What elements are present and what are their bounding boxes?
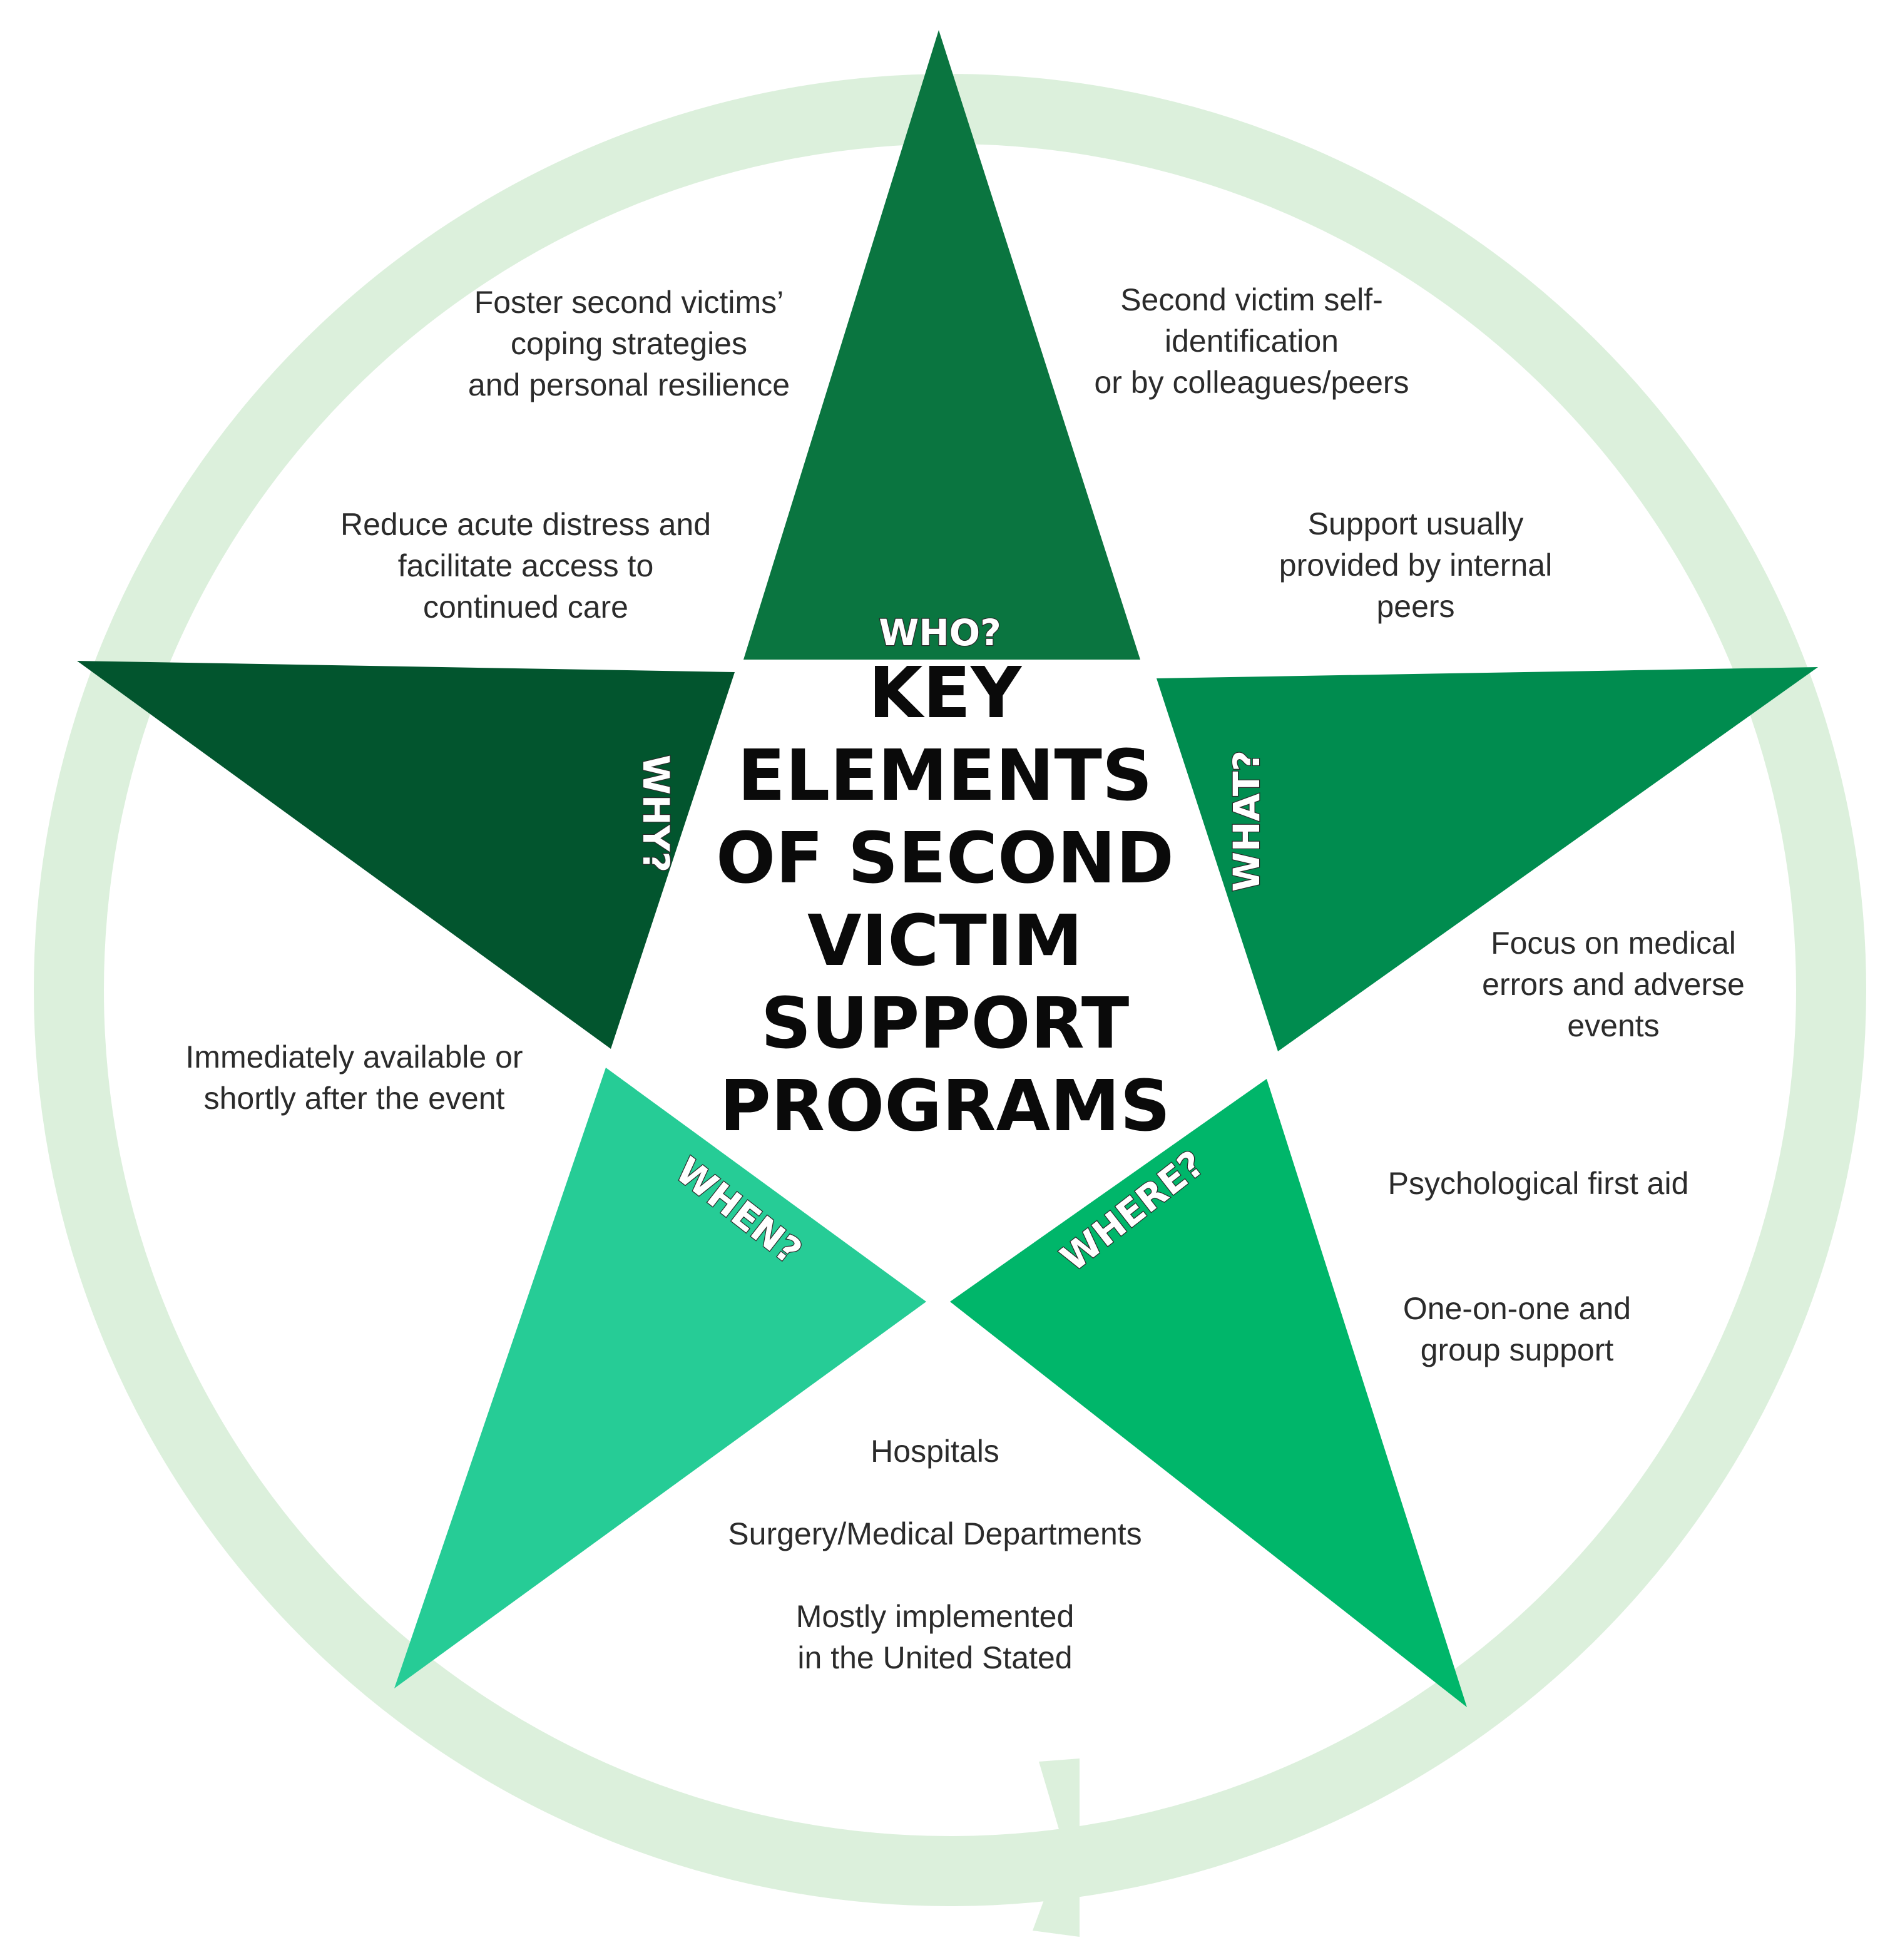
- note-immediately-line: Immediately available or: [185, 1039, 523, 1074]
- center-title-line: VICTIM: [807, 901, 1083, 982]
- note-distress-line: continued care: [422, 590, 629, 625]
- when-label: WHEN?: [668, 1149, 810, 1273]
- note-coping-line: and personal resilience: [467, 367, 790, 402]
- when-arm: [394, 1068, 926, 1688]
- note-peers-line: peers: [1376, 589, 1455, 624]
- note-self-identification-line: identification: [1165, 324, 1339, 359]
- note-focus: [1482, 926, 1745, 1043]
- who-label: WHO?: [879, 611, 1001, 655]
- center-title-line: OF SECOND: [716, 818, 1174, 899]
- note-distress: [340, 507, 711, 625]
- where-label: WHERE?: [1053, 1142, 1212, 1280]
- note-one-on-one: [1403, 1291, 1631, 1367]
- note-focus-line: errors and adverse: [1482, 967, 1745, 1002]
- note-coping-line: Foster second victims’: [474, 285, 784, 320]
- note-hospitals-line: Hospitals: [871, 1434, 999, 1469]
- note-immediately-line: shortly after the event: [203, 1081, 505, 1116]
- center-title-line: PROGRAMS: [719, 1066, 1171, 1147]
- note-first-aid-line: Psychological first aid: [1387, 1166, 1689, 1201]
- why-label: WHY?: [634, 754, 677, 873]
- note-peers: [1279, 506, 1552, 624]
- center-title-line: ELEMENTS: [737, 735, 1153, 817]
- center-title-line: SUPPORT: [760, 983, 1130, 1064]
- note-one-on-one-line: One-on-one and: [1402, 1291, 1632, 1326]
- note-implemented-line: Mostly implemented: [795, 1599, 1075, 1634]
- note-departments: [728, 1516, 1142, 1551]
- what-label: WHAT?: [1225, 750, 1269, 892]
- note-distress-line: Reduce acute distress and: [340, 507, 712, 542]
- note-self-identification: [1094, 282, 1409, 400]
- note-implemented-line: in the United Stated: [797, 1640, 1073, 1675]
- note-immediately: [185, 1039, 523, 1116]
- note-self-identification-line: Second victim self-: [1120, 282, 1383, 317]
- note-departments-line: Surgery/Medical Departments: [728, 1516, 1142, 1551]
- note-coping-line: coping strategies: [510, 326, 748, 361]
- note-distress-line: facilitate access to: [397, 548, 654, 583]
- note-focus-line: events: [1567, 1008, 1660, 1043]
- center-title: [716, 653, 1174, 1147]
- center-title-line: KEY: [868, 653, 1022, 734]
- note-hospitals: [871, 1434, 999, 1469]
- note-implemented: [796, 1599, 1075, 1675]
- note-self-identification-line: or by colleagues/peers: [1094, 365, 1409, 400]
- note-coping: [468, 285, 790, 402]
- note-first-aid: [1388, 1166, 1689, 1201]
- note-peers-line: provided by internal: [1279, 548, 1553, 583]
- note-focus-line: Focus on medical: [1491, 926, 1736, 961]
- note-peers-line: Support usually: [1307, 506, 1524, 541]
- note-one-on-one-line: group support: [1420, 1332, 1614, 1367]
